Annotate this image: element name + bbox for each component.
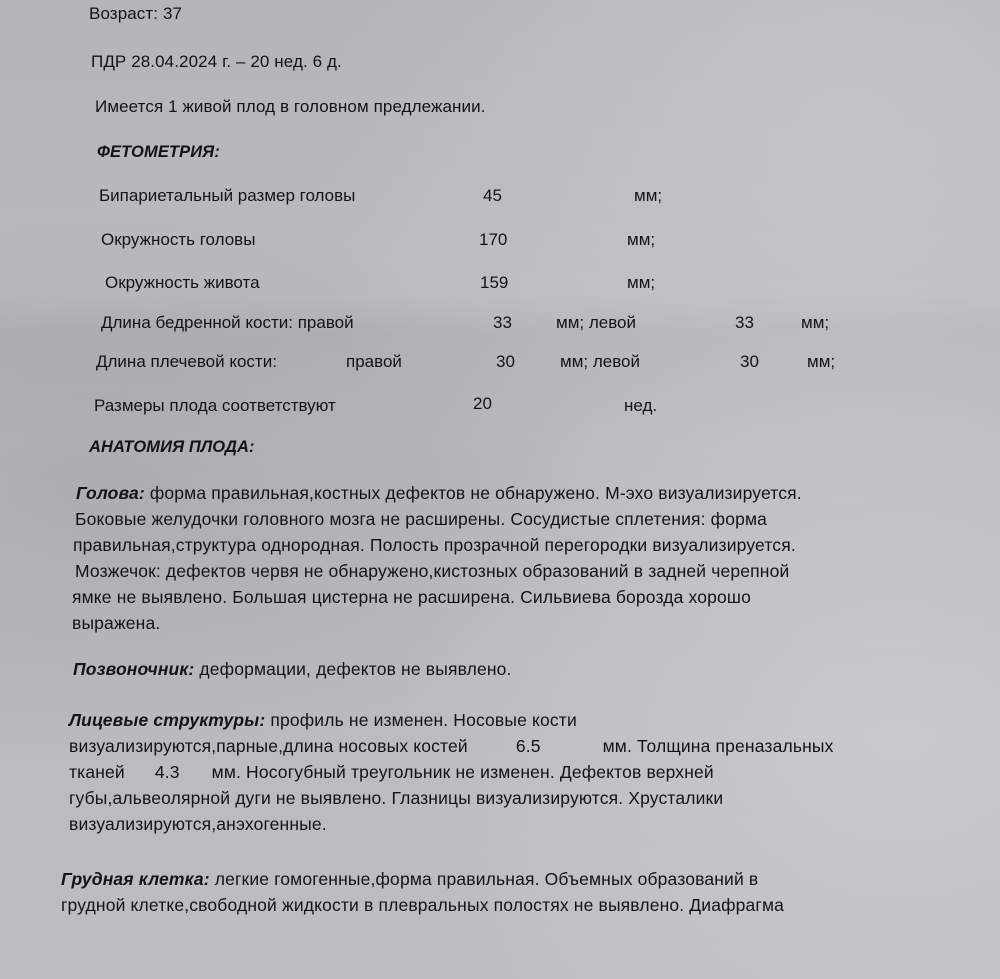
face-line-5: визуализируются,анэхогенные. [69, 814, 327, 834]
humerus-left-value: 30 [740, 352, 759, 371]
fetus-statement: Имеется 1 живой плод в головном предлежании. [95, 97, 486, 116]
humerus-side-label: правой [346, 352, 402, 371]
humerus-right-value: 30 [496, 352, 515, 371]
chest-line-2: грудной клетке,свободной жидкости в плевральных полостях не выявлено. Диафрагма [61, 895, 785, 915]
humerus-mid-label: мм; левой [560, 352, 640, 371]
femur-unit: мм; [801, 313, 830, 332]
correspondence-value: 20 [473, 394, 492, 413]
femur-label: Длина бедренной кости: правой [101, 313, 354, 332]
face-line-3: тканей 4.3 мм. Носогубный треугольник не изменен. Дефектов верхней [69, 762, 714, 782]
hc-value: 170 [479, 230, 508, 249]
head-label: Голова: [76, 483, 145, 503]
humerus-unit: мм; [807, 352, 836, 371]
chest-line-1: Грудная клетка: легкие гомогенные,форма правильная. Объемных образований в [61, 869, 759, 889]
head-section [72, 480, 802, 636]
femur-mid-label: мм; левой [556, 313, 636, 332]
head-line-6: выражена. [72, 613, 161, 633]
bpd-value: 45 [483, 186, 502, 205]
face-section [69, 707, 834, 837]
face-line-1: Лицевые структуры: профиль не изменен. Носовые кости [69, 710, 577, 730]
bpd-unit: мм; [634, 186, 663, 205]
chest-section [61, 866, 784, 918]
head-line-3: правильная,структура однородная. Полость прозрачной перегородки визуализируется. [73, 535, 796, 555]
ac-label: Окружность живота [105, 273, 260, 292]
anatomy-heading: АНАТОМИЯ ПЛОДА: [89, 438, 255, 456]
ac-value: 159 [480, 273, 509, 292]
head-line-2: Боковые желудочки головного мозга не расширены. Сосудистые сплетения: форма [75, 509, 768, 529]
face-line-4: губы,альвеолярной дуги не выявлено. Глазницы визуализируются. Хрусталики [69, 788, 724, 808]
head-line-5: ямке не выявлено. Большая цистерна не расширена. Сильвиева борозда хорошо [72, 587, 751, 607]
patient-age: Возраст: 37 [89, 4, 183, 23]
femur-left-value: 33 [735, 313, 754, 332]
spine-section [73, 656, 512, 682]
fetometry-heading: ФЕТОМЕТРИЯ: [97, 143, 220, 161]
correspondence-unit: нед. [624, 396, 658, 415]
face-label: Лицевые структуры: [69, 710, 266, 730]
hc-label: Окружность головы [101, 230, 256, 249]
humerus-label: Длина плечевой кости: [96, 352, 277, 371]
hc-unit: мм; [627, 230, 656, 249]
face-line-2: визуализируются,парные,длина носовых костей 6.5 мм. Толщина преназальных [69, 736, 834, 756]
spine-line: Позвоночник: деформации, дефектов не выявлено. [73, 659, 512, 679]
ac-unit: мм; [627, 273, 656, 292]
femur-right-value: 33 [493, 313, 512, 332]
head-line-1: Голова: форма правильная,костных дефектов не обнаружено. М-эхо визуализируется. [76, 483, 802, 503]
chest-label: Грудная клетка: [61, 869, 210, 889]
spine-label: Позвоночник: [73, 659, 195, 679]
nasal-bone-value: 6.5 [515, 736, 541, 756]
correspondence-label: Размеры плода соответствуют [94, 396, 336, 415]
pdr-date: ПДР 28.04.2024 г. – 20 нед. 6 д. [91, 52, 342, 71]
bpd-label: Бипариетальный размер головы [99, 186, 356, 205]
prenasal-value: 4.3 [154, 762, 180, 782]
head-line-4: Мозжечок: дефектов червя не обнаружено,кистозных образований в задней черепной [75, 561, 790, 581]
